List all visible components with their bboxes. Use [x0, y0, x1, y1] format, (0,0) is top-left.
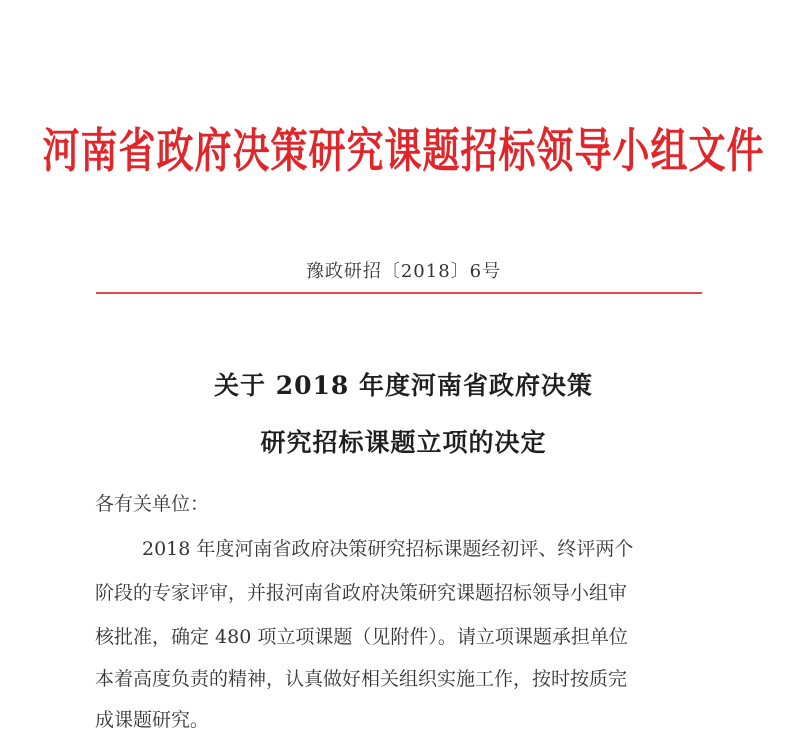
document-number: 豫政研招〔2018〕6号 [305, 261, 502, 282]
document-title-line-2: 研究招标课题立项的决定 [260, 428, 547, 457]
salutation: 各有关单位： [95, 493, 210, 515]
body-text: 阶段的专家评审，并报河南省政府决策研究课题招标领导小组审 [95, 582, 628, 604]
document-title-line-1: 关于 2018 年度河南省政府决策 [214, 371, 593, 400]
body-text: 成课题研究。 [95, 709, 210, 731]
body-text: 2018 年度河南省政府决策研究招标课题经初评、终评两个 [142, 538, 634, 560]
document-issuer-header: 河南省政府决策研究课题招标领导小组文件 [42, 122, 765, 179]
header-divider [96, 292, 702, 294]
body-text: 核批准，确定 480 项立项课题（见附件）。请立项课题承担单位 [95, 626, 628, 648]
body-text: 本着高度负责的精神，认真做好相关组织实施工作，按时按质完 [95, 668, 628, 690]
